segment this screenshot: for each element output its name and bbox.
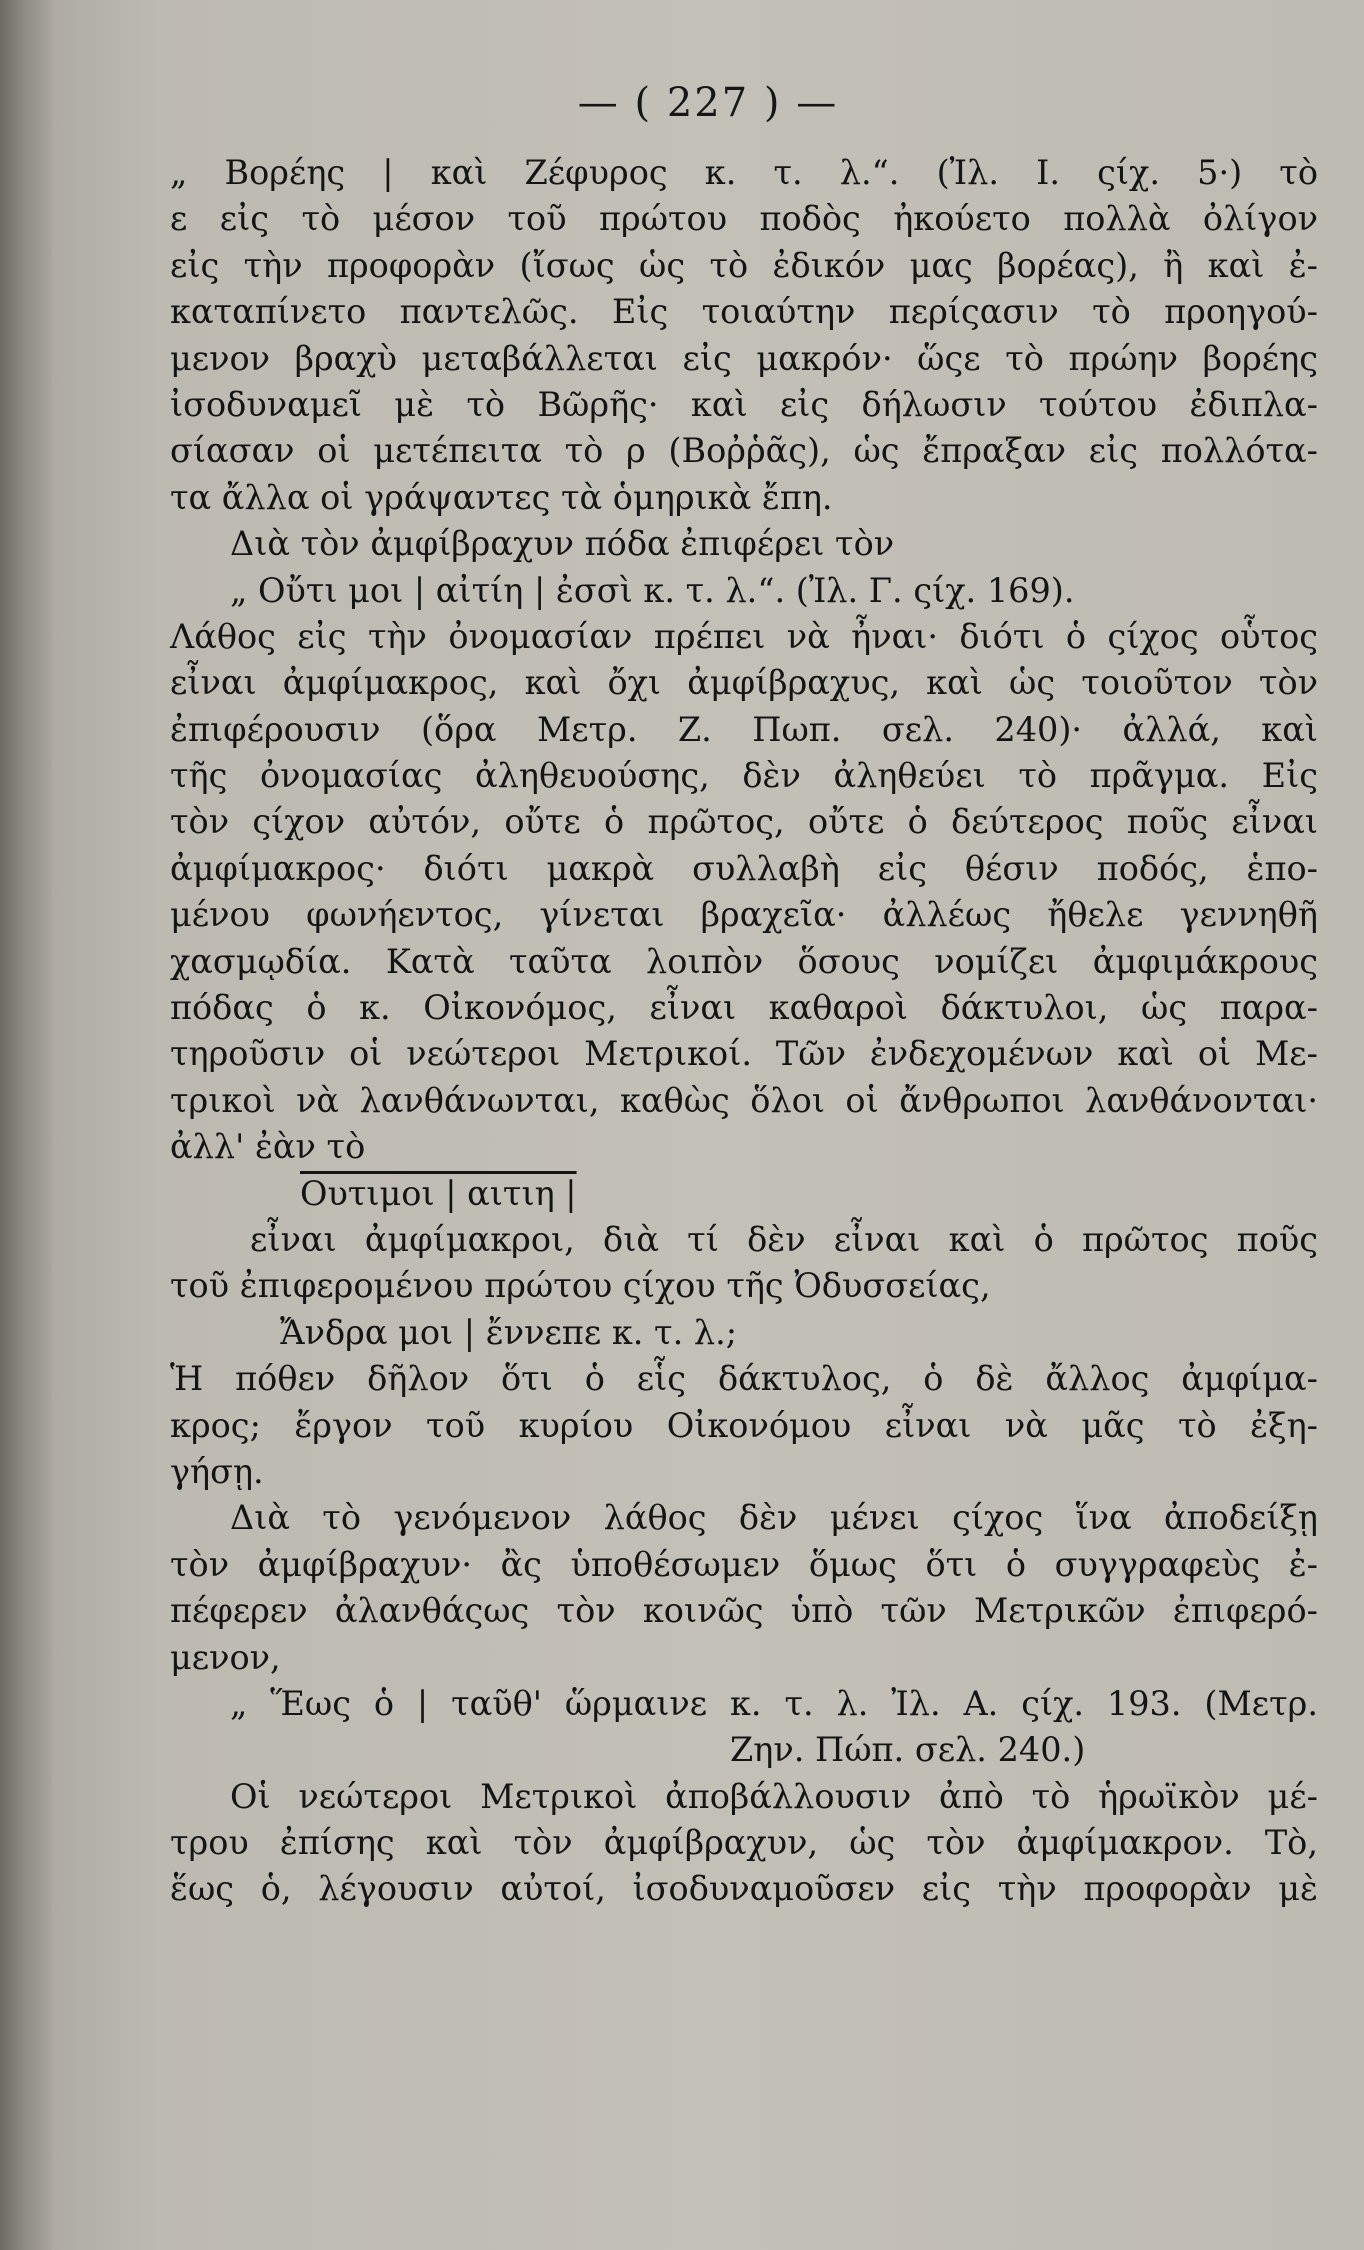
text-line: τῆς ὀνομασίας ἀληθευούσης, δὲν ἀληθεύει τὸ πρᾶγμα. Εἰς bbox=[170, 756, 1318, 796]
text-line: πέφερεν ἀλανθάςως τὸν κοινῶς ὑπὸ τῶν Μετρικῶν ἐπιφερό- bbox=[170, 1591, 1318, 1631]
book-binding-shadow bbox=[0, 0, 52, 2250]
verse-quote: „ Οὔτι μοι | αἰτίη | ἐσσὶ κ. τ. λ.“. (Ἰλ. Γ. ςίχ. 169). bbox=[230, 570, 1075, 610]
text-line: Οἱ νεώτεροι Μετρικοὶ ἀποβάλλουσιν ἀπὸ τὸ ἡρωϊκὸν μέ- bbox=[230, 1776, 1318, 1816]
verse-quote: Ἄνδρα μοι | ἔννεπε κ. τ. λ.; bbox=[280, 1312, 738, 1352]
text-line: εἰς τὴν προφορὰν (ἴσως ὡς τὸ ἐδικόν μας βορέας), ἢ καὶ ἐ- bbox=[170, 245, 1318, 285]
page-text bbox=[170, 150, 1318, 1913]
text-line: μενον, bbox=[170, 1637, 281, 1677]
text-line: „ Βορέης | καὶ Ζέφυρος κ. τ. λ.“. (Ἰλ. Ι. ςίχ. 5·) τὸ bbox=[170, 153, 1318, 192]
text-line: ἰσοδυναμεῖ μὲ τὸ Βῶρῆς· καὶ εἰς δήλωσιν τούτου ἐδιπλα- bbox=[170, 384, 1318, 424]
text-line: γήσῃ. bbox=[170, 1451, 264, 1491]
page-number-header: — ( 227 ) — bbox=[577, 80, 839, 126]
text-line: ἐπιφέρουσιν (ὅρα Μετρ. Ζ. Πωπ. σελ. 240)· ἀλλά, καὶ bbox=[170, 709, 1318, 749]
text-line: πόδας ὁ κ. Οἰκονόμος, εἶναι καθαροὶ δάκτυλοι, ὡς παρα- bbox=[170, 988, 1318, 1028]
scansion-verse: Ουτιμοι | αιτιη | bbox=[300, 1173, 577, 1213]
text-line: μενον βραχὺ μεταβάλλεται εἰς μακρόν· ὥςε τὸ πρώην βορέης bbox=[170, 338, 1318, 378]
text-line: τρικοὶ νὰ λανθάνωνται, καθὼς ὅλοι οἱ ἄνθρωποι λανθάνονται· bbox=[170, 1080, 1318, 1120]
text-line: Διὰ τὸν ἀμφίβραχυν πόδα ἐπιφέρει τὸν bbox=[230, 524, 895, 564]
text-line: κρος; ἔργον τοῦ κυρίου Οἰκονόμου εἶναι νὰ μᾶς τὸ ἐξη- bbox=[170, 1405, 1318, 1445]
text-line: ε εἰς τὸ μέσον τοῦ πρώτου ποδὸς ἠκούετο πολλὰ ὀλίγον bbox=[170, 199, 1318, 239]
text-line: τηροῦσιν οἱ νεώτεροι Μετρικοί. Τῶν ἐνδεχομένων καὶ οἱ Με- bbox=[170, 1034, 1318, 1074]
text-line: εἶναι ἀμφίμακροι, διὰ τί δὲν εἶναι καὶ ὁ πρῶτος ποῦς bbox=[250, 1219, 1318, 1259]
citation-continuation: Ζην. Πώπ. σελ. 240.) bbox=[730, 1730, 1086, 1770]
text-line: Ἡ πόθεν δῆλον ὅτι ὁ εἷς δάκτυλος, ὁ δὲ ἄλλος ἀμφίμα- bbox=[170, 1359, 1318, 1399]
text-line: Διὰ τὸ γενόμενον λάθος δὲν μένει ςίχος ἵνα ἀποδείξῃ bbox=[230, 1498, 1318, 1538]
text-line: εἶναι ἀμφίμακρος, καὶ ὄχι ἀμφίβραχυς, καὶ ὡς τοιοῦτον τὸν bbox=[170, 663, 1318, 703]
text-line: τα ἄλλα οἱ γράψαντες τὰ ὁμηρικὰ ἔπη. bbox=[170, 477, 833, 517]
text-line: τὸν ςίχον αὐτόν, οὔτε ὁ πρῶτος, οὔτε ὁ δεύτερος ποῦς εἶναι bbox=[170, 802, 1318, 842]
text-line: ἀλλ' ἐὰν τὸ bbox=[170, 1127, 366, 1167]
text-line: τοῦ ἐπιφερομένου πρώτου ςίχου τῆς Ὀδυσσείας, bbox=[170, 1266, 991, 1306]
verse-quote: „ Ἕως ὁ | ταῦθ' ὥρμαινε κ. τ. λ. Ἰλ. Α. ςίχ. 193. (Μετρ. bbox=[230, 1683, 1318, 1723]
text-line: ἀμφίμακρος· διότι μακρὰ συλλαβὴ εἰς θέσιν ποδός, ἑπο- bbox=[170, 848, 1318, 888]
text-line: τρου ἐπίσης καὶ τὸν ἀμφίβραχυν, ὡς τὸν ἀμφίμακρον. Τὸ, bbox=[170, 1823, 1318, 1863]
text-line: ἕως ὁ, λέγουσιν αὐτοί, ἰσοδυναμοῦσεν εἰς τὴν προφορὰν μὲ bbox=[170, 1869, 1318, 1909]
text-line: Λάθος εἰς τὴν ὀνομασίαν πρέπει νὰ ἦναι· διότι ὁ ςίχος οὗτος bbox=[170, 616, 1318, 656]
text-line: χασμῳδία. Κατὰ ταῦτα λοιπὸν ὅσους νομίζει ἀμφιμάκρους bbox=[170, 941, 1318, 981]
text-line: τὸν ἀμφίβραχυν· ἂς ὑποθέσωμεν ὅμως ὅτι ὁ συγγραφεὺς ἐ- bbox=[170, 1544, 1318, 1584]
text-line: καταπίνετο παντελῶς. Εἰς τοιαύτην περίςασιν τὸ προηγού- bbox=[170, 292, 1318, 332]
text-line: μένου φωνήεντος, γίνεται βραχεῖα· ἀλλέως ἤθελε γεννηθῆ bbox=[170, 895, 1318, 935]
book-page bbox=[52, 0, 1364, 2250]
text-line: σίασαν οἱ μετέπειτα τὸ ρ (Βοῤῥᾶς), ὡς ἔπραξαν εἰς πολλότα- bbox=[170, 431, 1318, 471]
